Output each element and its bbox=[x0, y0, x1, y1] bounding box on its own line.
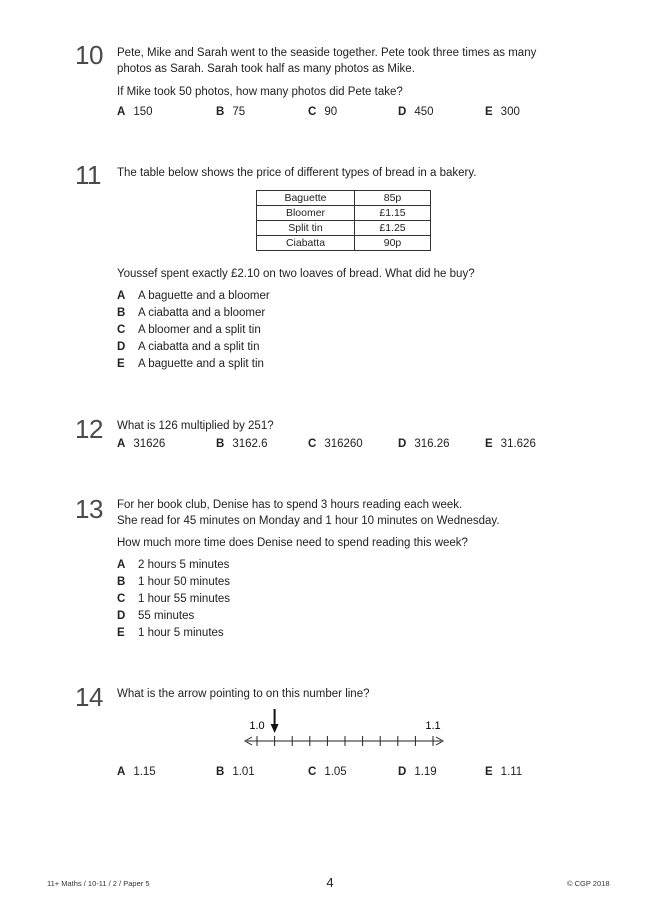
question-prompt: How much more time does Denise need to spend reading this week? bbox=[117, 537, 468, 549]
option-d[interactable]: D 55 minutes bbox=[117, 610, 195, 622]
option-a[interactable]: A 2 hours 5 minutes bbox=[117, 559, 230, 571]
answer-options bbox=[117, 766, 597, 782]
end-label: 1.1 bbox=[425, 720, 441, 732]
option-e[interactable]: E 1.11 bbox=[485, 766, 523, 778]
question-number: 11 bbox=[75, 160, 101, 190]
bread-name: Baguette bbox=[257, 191, 355, 206]
option-d[interactable]: D 1.19 bbox=[398, 766, 437, 778]
option-d[interactable]: D A ciabatta and a split tin bbox=[117, 341, 260, 353]
question-text-line-1: Pete, Mike and Sarah went to the seaside together. Pete took three times as many bbox=[117, 47, 537, 59]
bread-name: Ciabatta bbox=[257, 236, 355, 251]
option-b[interactable]: B 1 hour 50 minutes bbox=[117, 576, 231, 588]
option-b[interactable]: B 1.01 bbox=[216, 766, 255, 778]
option-d[interactable]: D 450 bbox=[398, 106, 434, 118]
option-e[interactable]: E A baguette and a split tin bbox=[117, 358, 264, 370]
option-b[interactable]: B 75 bbox=[216, 106, 246, 118]
option-c[interactable]: C 316260 bbox=[308, 438, 363, 450]
question-prompt: If Mike took 50 photos, how many photos did Pete take? bbox=[117, 86, 403, 98]
bread-price: £1.25 bbox=[355, 221, 431, 236]
option-c[interactable]: C 1 hour 55 minutes bbox=[117, 593, 231, 605]
question-prompt: What is the arrow pointing to on this number line? bbox=[117, 688, 370, 700]
option-c[interactable]: C A bloomer and a split tin bbox=[117, 324, 261, 336]
option-a[interactable]: A 31626 bbox=[117, 438, 166, 450]
question-number: 12 bbox=[75, 414, 103, 444]
question-number: 10 bbox=[75, 40, 103, 70]
question-prompt: Youssef spent exactly £2.10 on two loaves of bread. What did he buy? bbox=[117, 268, 475, 280]
option-e[interactable]: E 1 hour 5 minutes bbox=[117, 627, 224, 639]
question-prompt: What is 126 multiplied by 251? bbox=[117, 420, 274, 432]
option-b[interactable]: B 3162.6 bbox=[216, 438, 268, 450]
option-d[interactable]: D 316.26 bbox=[398, 438, 450, 450]
option-a[interactable]: A 150 bbox=[117, 106, 153, 118]
start-label: 1.0 bbox=[249, 720, 265, 732]
bread-price: 85p bbox=[355, 191, 431, 206]
bread-price: £1.15 bbox=[355, 206, 431, 221]
option-a[interactable]: A A baguette and a bloomer bbox=[117, 290, 270, 302]
option-e[interactable]: E 31.626 bbox=[485, 438, 536, 450]
page-number: 4 bbox=[326, 875, 334, 890]
option-e[interactable]: E 300 bbox=[485, 106, 520, 118]
option-c[interactable]: C 90 bbox=[308, 106, 338, 118]
pointer-arrow-icon bbox=[271, 709, 279, 733]
bread-price: 90p bbox=[355, 236, 431, 251]
question-number: 13 bbox=[75, 494, 103, 524]
question-text-line-2: She read for 45 minutes on Monday and 1 hour 10 minutes on Wednesday. bbox=[117, 515, 500, 527]
bread-name: Split tin bbox=[257, 221, 355, 236]
question-text-line-2: photos as Sarah. Sarah took half as many photos as Mike. bbox=[117, 63, 415, 75]
footer-right: © CGP 2018 bbox=[567, 879, 610, 888]
question-text: The table below shows the price of different types of bread in a bakery. bbox=[117, 167, 477, 179]
option-b[interactable]: B A ciabatta and a bloomer bbox=[117, 307, 266, 319]
option-a[interactable]: A 1.15 bbox=[117, 766, 156, 778]
question-number: 14 bbox=[75, 682, 103, 712]
question-text-line-1: For her book club, Denise has to spend 3 hours reading each week. bbox=[117, 499, 463, 511]
bread-name: Bloomer bbox=[257, 206, 355, 221]
footer-left: 11+ Maths / 10-11 / 2 / Paper 5 bbox=[47, 879, 150, 888]
option-c[interactable]: C 1.05 bbox=[308, 766, 347, 778]
